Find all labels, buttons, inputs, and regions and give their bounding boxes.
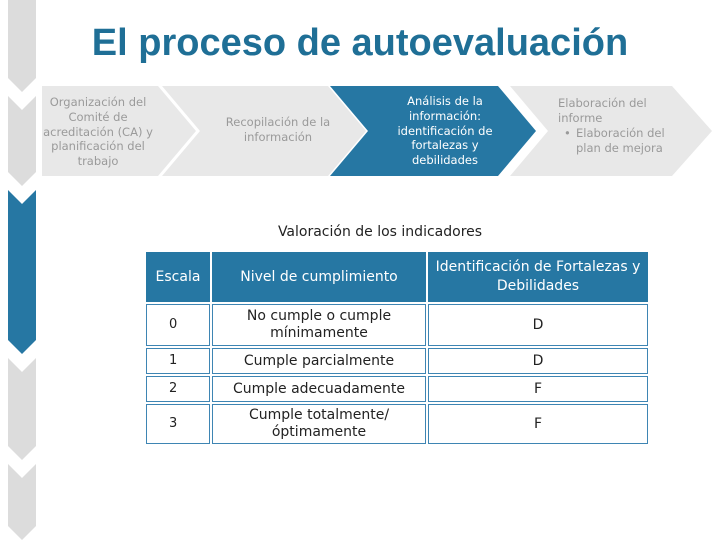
cell-identification: D [428, 304, 648, 346]
process-step-1-label: Organización del Comité de acreditación (CA) y planificación del trabajo [43, 94, 153, 169]
cell-scale: 0 [146, 304, 210, 346]
cell-identification: D [428, 348, 648, 374]
valuation-table [144, 250, 650, 446]
side-chevron [8, 358, 36, 460]
process-step-4-bullet: • Elaboración del plan de mejora [576, 126, 678, 156]
page-title: El proceso de autoevaluación [91, 22, 629, 64]
table-row [146, 404, 648, 444]
process-step-4-label-group [558, 96, 678, 156]
header-scale: Escala [146, 252, 210, 302]
cell-scale: 1 [146, 348, 210, 374]
process-step-2-label: Recopilación de la información [225, 115, 331, 144]
table-row [146, 348, 648, 374]
process-step-3-label: Análisis de la información: identificación de fortalezas y debilidades [397, 93, 493, 168]
cell-identification: F [428, 404, 648, 444]
cell-level: No cumple o cumple mínimamente [212, 304, 426, 346]
cell-level: Cumple adecuadamente [212, 376, 426, 402]
table-row [146, 304, 648, 346]
process-step-4-bullets [558, 126, 678, 156]
cell-scale: 2 [146, 376, 210, 402]
table-header-row [146, 252, 648, 302]
header-level: Nivel de cumplimiento [212, 252, 426, 302]
table-row [146, 376, 648, 402]
side-chevron-active [8, 190, 36, 354]
cell-identification: F [428, 376, 648, 402]
side-chevron [8, 0, 36, 92]
header-identification: Identificación de Fortalezas y Debilidades [428, 252, 648, 302]
cell-scale: 3 [146, 404, 210, 444]
table-title: Valoración de los indicadores [277, 224, 483, 240]
side-chevron [8, 464, 36, 540]
process-step-4-label: Elaboración del informe [558, 96, 647, 125]
cell-level: Cumple parcialmente [212, 348, 426, 374]
cell-level: Cumple totalmente/óptimamente [212, 404, 426, 444]
